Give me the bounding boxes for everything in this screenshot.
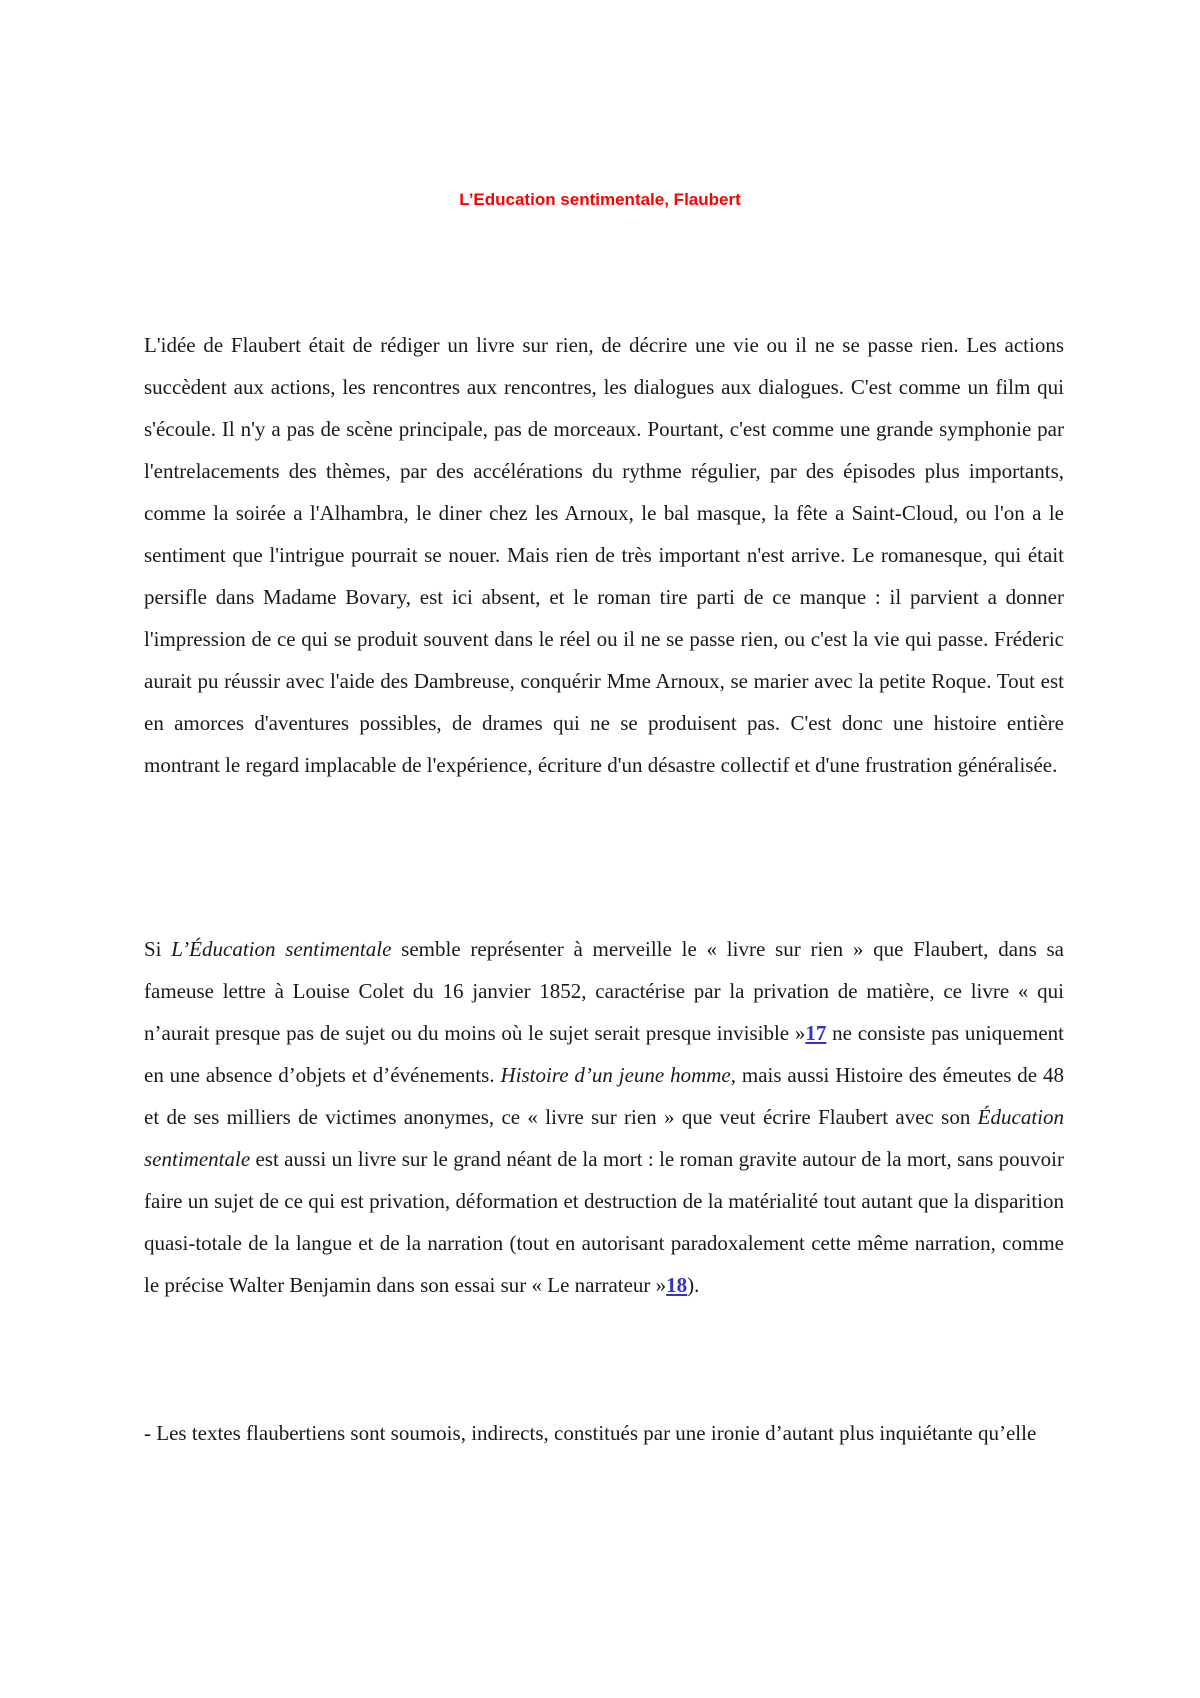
paragraph-2-text: semble représenter à merveille le « livre sur rien » que Flaubert, dans sa fameuse lettre à Louise Colet du 16 janvier 1852, caractérise par la privation de matière, ce livre « qui n’aurait presque pas de sujet ou du moins où le sujet serait presque invisible » <box>144 937 1064 1045</box>
paragraph-2-text: , mais aussi Histoire des émeutes de 48 et de ses milliers de victimes anonymes, ce « livre sur rien » que veut écrire Flaubert avec son <box>144 1063 1064 1129</box>
document-title: L’Education sentimentale, Flaubert <box>459 190 741 209</box>
paragraph-2-text: ne consiste pas uniquement en une absence d’objets et d’événements. <box>144 1021 1064 1087</box>
book-title-italic: Éducation sentimentale <box>144 1105 1064 1171</box>
paragraph-3: - Les textes flaubertiens sont soumois, indirects, constitués par une ironie d’autant plus inquiétante qu’elle <box>144 1421 1037 1445</box>
paragraph-2-text: est aussi un livre sur le grand néant de la mort : le roman gravite autour de la mort, sans pouvoir faire un sujet de ce qui est privation, déformation et destruction de la matérialité tout autant que la disparition quasi-totale de la langue et de la narration (tout en autorisant paradoxalement cette même narration, comme le précise Walter Benjamin dans son essai sur « Le narrateur » <box>144 1147 1064 1297</box>
paragraph-2-text: Si <box>144 937 172 961</box>
footnote-link-17[interactable]: 17 <box>805 1021 827 1045</box>
paragraph-1: L'idée de Flaubert était de rédiger un livre sur rien, de décrire une vie ou il ne se passe rien. Les actions succèdent aux actions, les rencontres aux rencontres, les dialogues aux dialogues. C'est comme un film qui s'écoule. Il n'y a pas de scène principale, pas de morceaux. Pourtant, c'est comme une grande symphonie par l'entrelacements des thèmes, par des accélérations du rythme régulier, par des épisodes plus importants, comme la soirée a l'Alhambra, le diner chez les Arnoux, le bal masque, la fête a Saint-Cloud, ou l'on a le sentiment que l'intrigue pourrait se nouer. Mais rien de très important n'est arrive. Le romanesque, qui était persifle dans Madame Bovary, est ici absent, et le roman tire parti de ce manque : il parvient a donner l'impression de ce qui se produit souvent dans le réel ou il ne se passe rien, ou c'est la vie qui passe. Fréderic aurait pu réussir avec l'aide des Dambreuse, conquérir Mme Arnoux, se marier avec la petite Roque. Tout est en amorces d'aventures possibles, de drames qui ne se produisent pas. C'est donc une histoire entière montrant le regard implacable de l'expérience, écriture d'un désastre collectif et d'une frustration généralisée. <box>144 333 1064 777</box>
paragraph-2-text: ). <box>687 1273 700 1297</box>
footnote-link-18[interactable]: 18 <box>666 1273 688 1297</box>
paragraph-2 <box>144 928 1064 1306</box>
book-title-italic: L’Éducation sentimentale <box>171 937 392 961</box>
subtitle-italic: Histoire d’un jeune homme <box>500 1063 731 1087</box>
